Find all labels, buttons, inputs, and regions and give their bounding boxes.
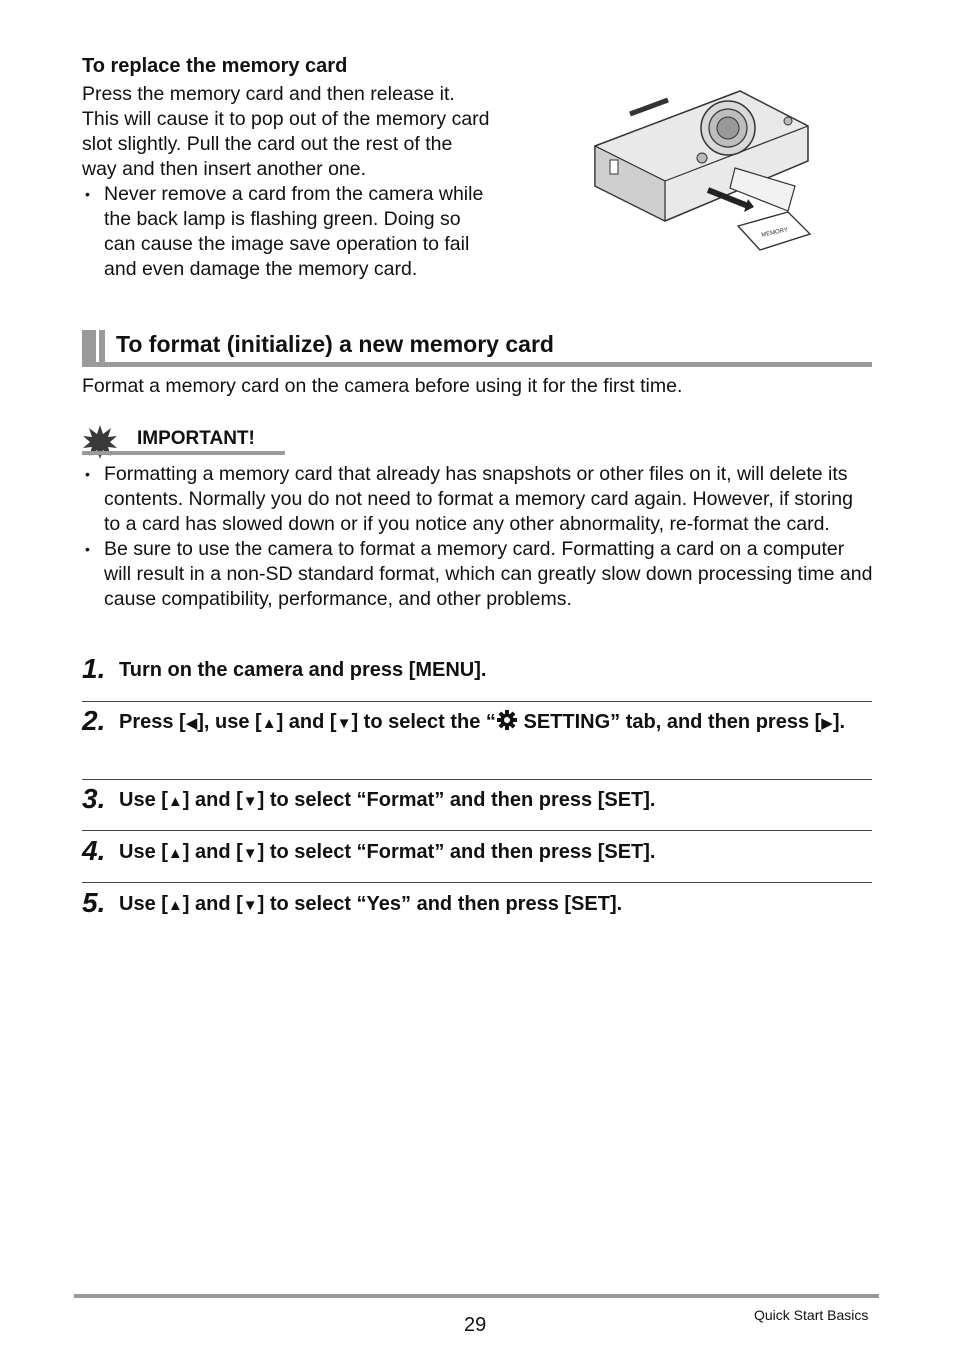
section-rule (82, 362, 872, 367)
left-arrow-icon: ◀ (185, 715, 198, 732)
replace-card-body (82, 82, 492, 282)
list-item: • Never remove a card from the camera while the back lamp is flashing green. Doing so can cause the image save operation to fail and even damage the memory card. (82, 182, 492, 282)
important-bullets (82, 462, 874, 612)
list-item: • Formatting a memory card that already has snapshots or other files on it, will delete its contents. Normally you do not need to format a memory card again. However, if storing to a card has slowed down or if you notice any other abnormality, re-format the card. (82, 462, 874, 537)
step-number: 4. (82, 835, 106, 866)
up-arrow-icon: ▲ (167, 897, 183, 914)
step-number: 3. (82, 783, 106, 814)
format-section-title: To format (initialize) a new memory card (116, 331, 554, 357)
footer-rule (74, 1294, 879, 1298)
camera-illustration (590, 86, 815, 258)
up-arrow-icon: ▲ (261, 715, 277, 732)
down-arrow-icon: ▼ (242, 793, 258, 810)
replace-card-heading: To replace the memory card (82, 55, 348, 77)
replace-card-paragraph: Press the memory card and then release it. This will cause it to pop out of the memory card slot slightly. Pull the card out the rest of the way and then insert another one. (82, 83, 490, 180)
gear-icon (496, 709, 518, 731)
down-arrow-icon: ▼ (242, 897, 258, 914)
step-number: 1. (82, 653, 106, 684)
step-number: 2. (82, 705, 106, 736)
up-arrow-icon: ▲ (167, 845, 183, 862)
right-arrow-icon: ▶ (821, 715, 833, 732)
step-text: Use [▲] and [▼] to select “Format” and then press [SET]. (119, 841, 656, 863)
step-divider (82, 701, 872, 702)
step-number: 5. (82, 887, 106, 918)
list-item: • Be sure to use the camera to format a memory card. Formatting a card on a computer will result in a non-SD standard format, which can greatly slow down processing time and cause compatibility, performance, and other problems. (82, 537, 874, 612)
format-intro: Format a memory card on the camera before using it for the first time. (82, 375, 683, 397)
card-label: MEMORY (761, 227, 789, 239)
section-bar (82, 330, 96, 366)
important-rule (82, 451, 285, 455)
step-divider (82, 882, 872, 883)
step-text: Press [◀], use [▲] and [▼] to select the “ SETTING” tab, and then press [▶]. (119, 711, 846, 733)
important-label: IMPORTANT! (137, 428, 255, 449)
section-bar (99, 330, 105, 366)
step-text: Use [▲] and [▼] to select “Format” and then press [SET]. (119, 789, 656, 811)
step-text: Turn on the camera and press [MENU]. (119, 659, 487, 681)
step-divider (82, 830, 872, 831)
page-number: 29 (464, 1314, 487, 1336)
replace-card-bullets (82, 182, 492, 282)
down-arrow-icon: ▼ (336, 715, 352, 732)
down-arrow-icon: ▼ (242, 845, 258, 862)
footer-section-title: Quick Start Basics (754, 1307, 869, 1323)
up-arrow-icon: ▲ (167, 793, 183, 810)
step-text: Use [▲] and [▼] to select “Yes” and then press [SET]. (119, 893, 623, 915)
step-divider (82, 779, 872, 780)
